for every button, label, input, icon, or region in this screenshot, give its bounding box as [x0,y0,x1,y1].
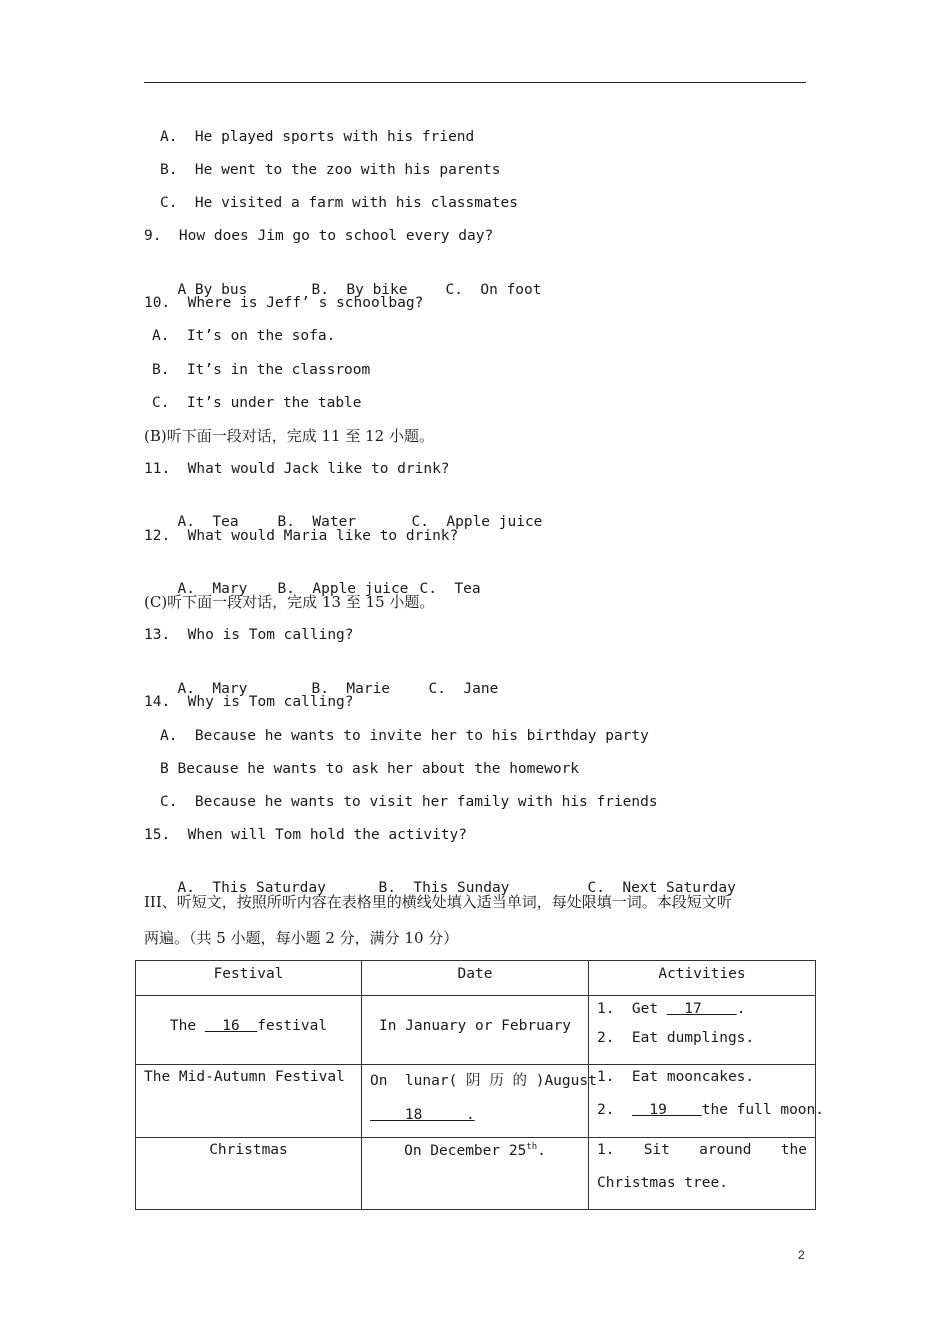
row1-activities: 1. Get 17 . 2. Eat dumplings. [589,996,816,1065]
q13-question: 13. Who is Tom calling? [144,627,354,643]
q14-question: 14. Why is Tom calling? [144,694,354,710]
q10-option-c: C. It’s under the table [152,395,362,411]
section-c-heading: (C)听下面一段对话，完成 13 至 15 小题。 [144,593,435,611]
section-b-heading: (B)听下面一段对话，完成 11 至 12 小题。 [144,427,434,445]
q10-option-b: B. It’s in the classroom [152,362,371,378]
q11-option-c: C. Apple juice [411,514,543,530]
row2-festival: The Mid-Autumn Festival [136,1065,362,1138]
row3-date: On December 25th. [362,1138,589,1210]
q9-option-a: A By bus [177,282,248,298]
q12-option-b: B. Apple juice [277,581,409,597]
table-row [136,996,816,1065]
festival-table [135,960,824,1210]
header-date: Date [362,961,589,996]
q11-option-a: A. Tea [177,514,239,530]
q11-option-b: B. Water [277,514,357,530]
header-activities: Activities [589,961,816,996]
q15-option-a: A. This Saturday [177,880,326,896]
row3-activities: 1. Sit around the Christmas tree. [589,1138,816,1210]
blank-19: 19 [631,1102,702,1118]
q9-question: 9. How does Jim go to school every day? [144,228,494,244]
table-row [136,1138,816,1210]
q15-question: 15. When will Tom hold the activity? [144,827,468,843]
table-row [136,1065,816,1138]
q15-option-c: C. Next Saturday [587,880,736,896]
q15-option-b: B. This Sunday [378,880,510,896]
header-festival: Festival [136,961,362,996]
blank-18: 18 . [370,1107,475,1123]
q14-option-c: C. Because he wants to visit her family with his friends [160,794,658,810]
row2-activities: 1. Eat mooncakes. 2. 19 the full moon. [589,1065,816,1138]
header-rule [144,82,806,83]
row1-date: In January or February [362,996,589,1065]
blank-16: 16 [204,1018,258,1034]
q9-option-c: C. On foot [445,282,542,298]
part3-instructions-line1: III、听短文，按照所听内容在表格里的横线处填入适当单词，每处限填一词。本段短文听 [144,893,732,911]
table-header-row [136,961,816,996]
row1-festival: The 16 festival [136,996,362,1065]
row3-festival: Christmas [136,1138,362,1210]
q10-option-a: A. It’s on the sofa. [152,328,336,344]
q14-option-a: A. Because he wants to invite her to his birthday party [160,728,649,744]
q13-option-c: C. Jane [428,681,499,697]
blank-17: 17 [666,1001,737,1017]
q12-option-a: A. Mary [177,581,248,597]
q8-option-b: B. He went to the zoo with his parents [160,162,501,178]
page-number: 2 [798,1248,805,1262]
part3-instructions-line2: 两遍。（共 5 小题，每小题 2 分，满分 10 分） [144,929,459,947]
row2-date: On lunar( 阴 历 的 )August 18 . [362,1065,589,1138]
q10-question: 10. Where is Jeff’ s schoolbag? [144,295,424,311]
q9-option-b: B. By bike [311,282,408,298]
q13-option-a: A. Mary [177,681,248,697]
q8-option-a: A. He played sports with his friend [160,129,475,145]
q13-option-b: B. Marie [311,681,391,697]
q12-option-c: C. Tea [419,581,481,597]
q14-option-b: B Because he wants to ask her about the homework [160,761,580,777]
q11-question: 11. What would Jack like to drink? [144,461,450,477]
q12-question: 12. What would Maria like to drink? [144,528,459,544]
q8-option-c: C. He visited a farm with his classmates [160,195,518,211]
